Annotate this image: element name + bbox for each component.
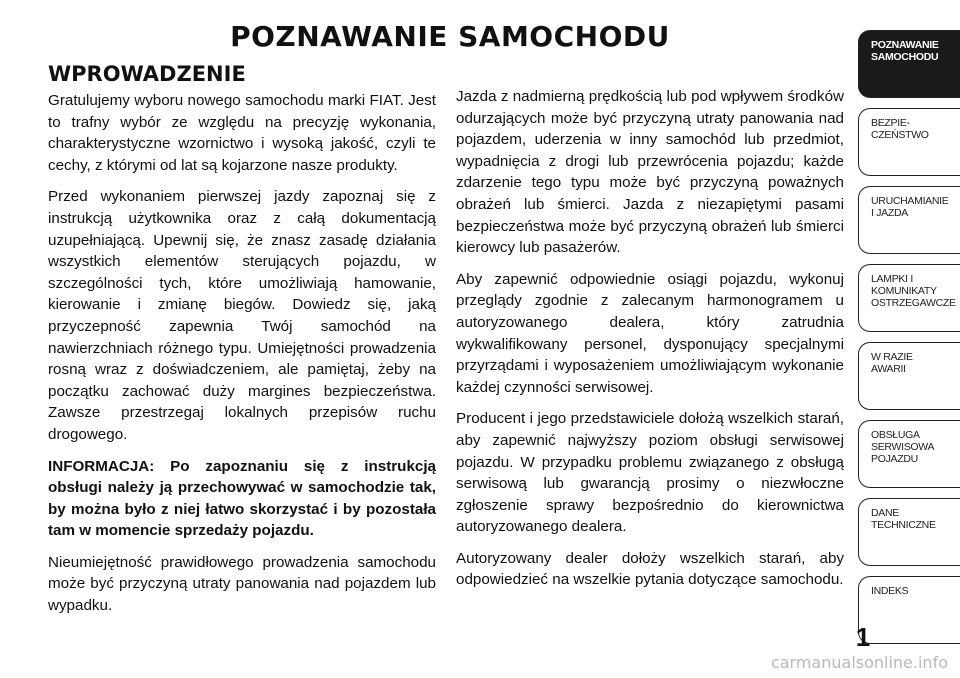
watermark: carmanualsonline.info <box>770 653 948 672</box>
speed-warning-paragraph: Jazda z nadmierną prędkością lub pod wpływem środków odurzających może być przyczyną utraty panowania nad pojazdem, uderzenia w inny samochód lub przedmiot, wypadnięcia z drogi lub przewrócenia pojazdu; każde zdarzenie tego typu może być przyczyną poważnych obrażeń lub śmierci. Jazda z niezapiętymi pasami bezpieczeństwa może być przyczyną obrażeń lub śmierci kierowcy lub pasażerów. <box>456 88 844 257</box>
tab-obsluga-serwisowa[interactable]: OBSŁUGA SERWISOWA POJAZDU <box>858 420 960 488</box>
tab-uruchamianie-i-jazda[interactable]: URUCHAMIANIE I JAZDA <box>858 186 960 254</box>
information-note: INFORMACJA: Po zapoznaniu się z instrukcją obsługi należy ją przechowywać w samochodzie tak, by można było z niej łatwo skorzystać i by pozostała tam w momencie sprzedaży pojazdu. <box>48 457 436 540</box>
right-column <box>456 86 844 601</box>
section-heading: WPROWADZENIE <box>48 62 246 86</box>
service-paragraph: Producent i jego przedstawiciele dołożą wszelkich starań, aby zapewnić najwyższy poziom obsługi serwisowej pojazdu. W przypadku problemu związanego z obsługą serwisową lub gwarancją prosimy o niezwłoczne zgłoszenie sprawy bezpośrednio do kierownictwa autoryzowanego dealera. <box>456 410 844 536</box>
page-title: POZNAWANIE SAMOCHODU <box>230 20 670 53</box>
maintenance-paragraph: Aby zapewnić odpowiednie osiągi pojazdu, wykonuj przeglądy zgodnie z zalecanym harmonogramem u autoryzowanego dealera, który zatrudnia wykwalifikowany personel, dysponujący specjalnymi przyrządami i wyposażeniem umożliwiającym wykonanie każdej czynności serwisowej. <box>456 270 844 396</box>
tab-lampki-i-komunikaty[interactable]: LAMPKI I KOMUNIKATY OSTRZEGAWCZE <box>858 264 960 332</box>
tab-poznawanie-samochodu[interactable]: POZNAWANIE SAMOCHODU <box>858 30 960 98</box>
tab-dane-techniczne[interactable]: DANE TECHNICZNE <box>858 498 960 566</box>
tab-bezpieczenstwo[interactable]: BEZPIE- CZEŃSTWO <box>858 108 960 176</box>
dealer-paragraph: Autoryzowany dealer dołoży wszelkich starań, aby odpowiedzieć na wszelkie pytania dotyczące samochodu. <box>456 549 844 589</box>
intro-paragraph: Gratulujemy wyboru nowego samochodu marki FIAT. Jest to trafny wybór ze względu na precyzję wykonania, charakterystyczne wzornictwo i wysoką jakość, czyli te cechy, z którymi od lat są kojarzone nasze produkty. <box>48 92 436 174</box>
page-number: 1 <box>855 622 871 652</box>
tab-indeks[interactable]: INDEKS <box>858 576 960 644</box>
tab-w-razie-awarii[interactable]: W RAZIE AWARII <box>858 342 960 410</box>
warning-paragraph: Nieumiejętność prawidłowego prowadzenia samochodu może być przyczyną utraty panowania nad pojazdem lub wypadku. <box>48 553 436 615</box>
chapter-tabs <box>858 30 960 654</box>
instructions-paragraph: Przed wykonaniem pierwszej jazdy zapoznaj się z instrukcją użytkownika oraz z całą dokumentacją uzupełniającą. Upewnij się, że znasz zasadę działania wszystkich elementów sterujących pojazdu, w szczególności tych, które umożliwiają hamowanie, kierowanie i zmianę biegów. Dowiedz się, jaką przyczepność zapewnia Twój samochód na nawierzchniach różnego typu. Umiejętności prowadzenia rosną wraz z doświadczeniem, ale pamiętaj, żeby na początku zachować duży margines bezpieczeństwa. Zawsze przestrzegaj lokalnych przepisów ruchu drogowego. <box>48 188 436 443</box>
left-column <box>48 62 436 627</box>
